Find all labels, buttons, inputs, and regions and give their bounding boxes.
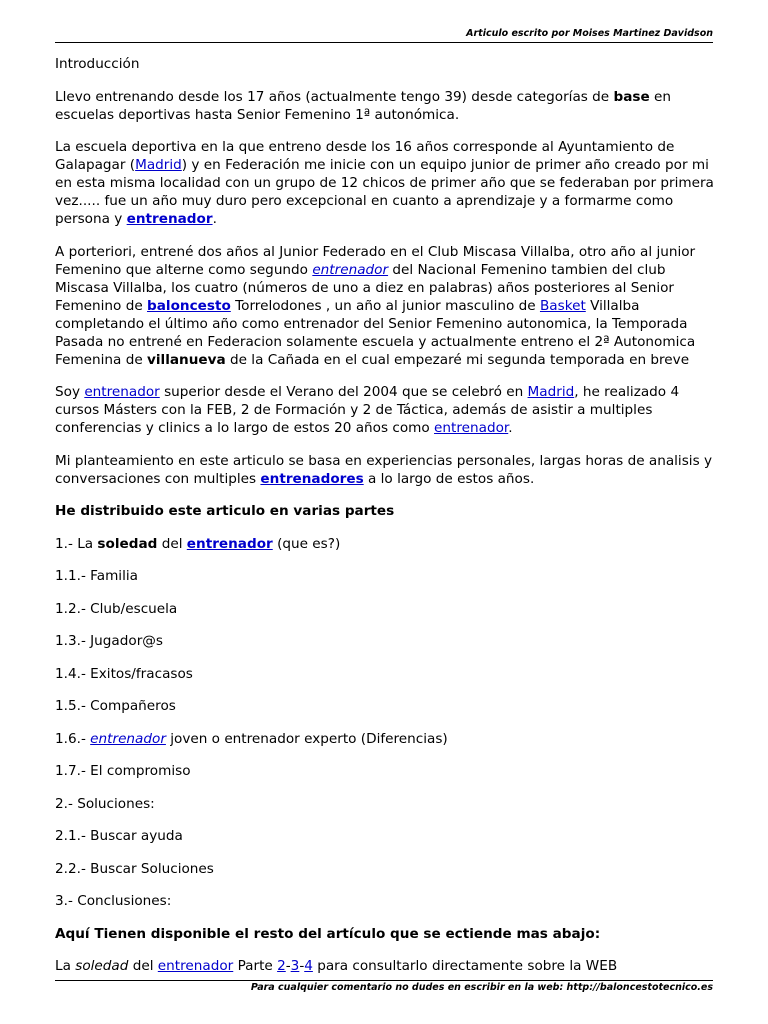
list-item: [55, 567, 717, 585]
text: La escuela deportiva en la que entreno desde los 16 años corresponde al Ayuntamiento de Galapagar (: [55, 139, 675, 173]
article-body: [55, 55, 717, 990]
text: en escuelas deportivas hasta Senior Femenino 1ª autonómica.: [55, 88, 672, 123]
entrenador-link[interactable]: entrenador: [126, 211, 213, 227]
footer-text: Para cualquier comentario no dudes en escribir en la web: http://baloncestotecnico.es: [250, 982, 713, 993]
text: 1.- La: [55, 535, 98, 552]
page-header: [55, 28, 713, 43]
list-item: [55, 860, 717, 878]
entrenador-link[interactable]: entrenador: [312, 261, 389, 278]
madrid-link[interactable]: Madrid: [135, 157, 182, 173]
separator: -: [285, 958, 291, 974]
list-item: [55, 600, 717, 618]
text: 1.2.- Club/escuela: [55, 600, 178, 617]
text: Mi planteamiento en este articulo se basa en experiencias personales, largas horas de analisis y conversaciones con multiples: [55, 452, 713, 487]
rest-of-article-heading: [55, 925, 717, 943]
parts-heading-text: He distribuido este articulo en varias partes: [55, 503, 395, 519]
text: Parte: [233, 958, 278, 974]
text: de la Cañada en el cual empezaré mi segunda temporada en breve: [225, 351, 690, 368]
text: 3.- Conclusiones:: [55, 893, 172, 909]
text: 2.2.- Buscar Soluciones: [55, 860, 214, 877]
page-footer: [55, 980, 713, 996]
madrid-link[interactable]: Madrid: [527, 384, 575, 400]
list-item: [55, 827, 717, 845]
text: .: [508, 420, 513, 436]
text: para consultarlo directamente sobre la WEB: [312, 958, 618, 974]
text: , he realizado 4 cursos Másters con la FEB, 2 de Formación y 2 de Táctica, además de asistir a multiples conferencias y clinics a lo largo de estos 20 años como: [55, 384, 680, 436]
entrenadores-link[interactable]: entrenadores: [260, 470, 364, 487]
entrenador-link[interactable]: entrenador: [434, 420, 509, 436]
intro-heading: [55, 55, 717, 73]
parts-links-line: [55, 957, 717, 975]
text: superior desde el Verano del 2004 que se celebró en: [159, 384, 528, 400]
part-2-link[interactable]: 2: [277, 958, 286, 974]
list-item: [55, 795, 717, 813]
text: 2.- Soluciones:: [55, 795, 155, 812]
part-3-link[interactable]: 3: [290, 958, 300, 974]
text: 1.7.- El compromiso: [55, 763, 191, 779]
text: (que es?): [272, 535, 341, 552]
text: 1.6.-: [55, 730, 91, 747]
list-item: [55, 535, 717, 553]
text: del: [157, 535, 187, 552]
italic-text: soledad: [75, 958, 129, 974]
bold-text: base: [613, 88, 650, 105]
text: Torrelodones , un año al junior masculino de: [230, 297, 540, 314]
text: del: [128, 958, 158, 974]
paragraph-career: [55, 243, 717, 369]
list-item: [55, 697, 717, 715]
entrenador-link[interactable]: entrenador: [84, 384, 160, 400]
list-item: [55, 762, 717, 780]
text: .: [212, 211, 217, 227]
text: Villalba completando el último año como entrenador del Senior Femenino autonomica, la Temporada Pasada no entrené en Federacion solamente escuela y actualmente entreno el 2ª Autonomica Femenina de: [55, 297, 696, 368]
entrenador-link[interactable]: entrenador: [186, 535, 273, 552]
list-item: [55, 632, 717, 650]
entrenador-link[interactable]: entrenador: [157, 958, 234, 974]
header-text: Articulo escrito por Moises Martinez Davidson: [466, 28, 713, 39]
paragraph-school: [55, 138, 717, 228]
separator: -: [299, 958, 305, 974]
basket-link[interactable]: Basket: [539, 297, 586, 314]
text: 1.3.- Jugador@s: [55, 633, 163, 649]
list-item: [55, 730, 717, 748]
text: ) y en Federación me inicie con un equipo junior de primer año creado por mi en esta misma localidad con un grupo de 12 chicos de primer año que se federaban por primera vez..... fue un año muy duro pero excepcional en cuanto a aprendizaje y a formarme como persona y: [55, 157, 714, 227]
bold-text: soledad: [97, 535, 158, 552]
text: 1.5.- Compañeros: [55, 698, 176, 714]
text: Aquí Tienen disponible el resto del artículo que se ectiende mas abajo:: [55, 925, 601, 942]
text: 1.4.- Exitos/fracasos: [55, 665, 193, 682]
entrenador-link[interactable]: entrenador: [90, 730, 166, 747]
text: Llevo entrenando desde los 17 años (actualmente tengo 39) desde categorías de: [55, 88, 614, 105]
text: La: [55, 958, 76, 974]
part-4-link[interactable]: 4: [304, 958, 313, 974]
paragraph-approach: [55, 452, 717, 488]
paragraph-experience: [55, 88, 717, 124]
list-item: [55, 665, 717, 683]
text: del Nacional Femenino tambien del club Miscasa Villalba, los cuatro (números de uno a diez en palabras) años posteriores al Senior Femenino de: [55, 261, 675, 314]
paragraph-credentials: [55, 383, 717, 437]
parts-heading: [55, 502, 717, 520]
intro-heading-text: Introducción: [55, 56, 140, 72]
baloncesto-link[interactable]: baloncesto: [147, 297, 231, 314]
list-item: [55, 892, 717, 910]
text: a lo largo de estos años.: [363, 470, 535, 487]
text: 2.1.- Buscar ayuda: [55, 828, 183, 844]
text: A porteriori, entrené dos años al Junior Federado en el Club Miscasa Villalba, otro año al junior Femenino que alterne como segundo: [55, 243, 696, 278]
text: 1.1.- Familia: [55, 568, 138, 584]
text: joven o entrenador experto (Diferencias): [165, 730, 448, 747]
text: Soy: [55, 384, 85, 400]
bold-text: villanueva: [147, 351, 226, 368]
